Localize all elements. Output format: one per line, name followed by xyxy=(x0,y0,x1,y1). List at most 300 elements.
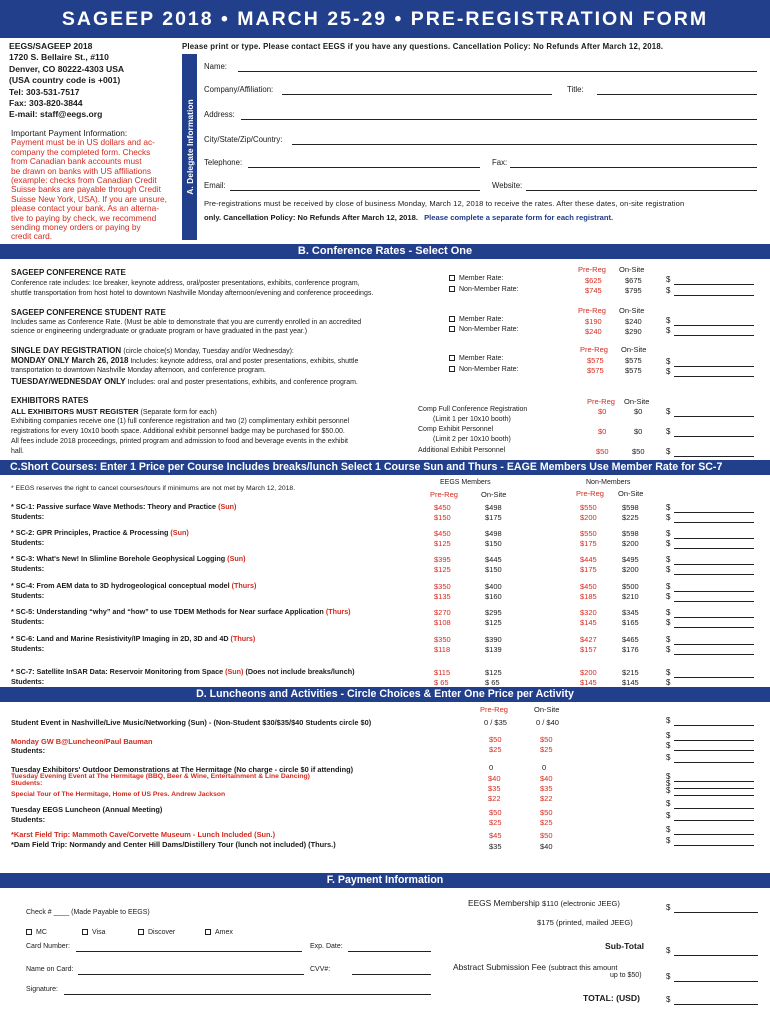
single-nonmember-prereg: $575 xyxy=(587,366,604,375)
signature-label: Signature: xyxy=(26,986,58,993)
amount-field[interactable] xyxy=(666,799,670,808)
separate-form-note: Please complete a separate form for each registrant. xyxy=(424,213,614,222)
checkbox[interactable] xyxy=(82,929,88,935)
tuesday-onsite: $22 xyxy=(540,794,553,803)
checkbox[interactable] xyxy=(449,316,455,322)
amount-field[interactable] xyxy=(666,275,670,284)
monday-luncheon-students: Students: xyxy=(11,746,46,755)
course-price: $598 xyxy=(622,529,639,538)
tuesday-luncheon-students: Students: xyxy=(11,815,46,824)
membership-amount[interactable] xyxy=(666,903,670,912)
member-rate-label: Member Rate: xyxy=(459,275,504,282)
amount-field[interactable] xyxy=(666,513,670,522)
amount-field[interactable] xyxy=(666,592,670,601)
name-on-card-label: Name on Card: xyxy=(26,966,74,973)
exhibitors-desc: registrations for every 10x10 booth space. Additional exhibit personnel badge may be purchased for $50.00. xyxy=(11,428,345,435)
dollar-sign: $ xyxy=(666,668,671,677)
course-price: $270 xyxy=(434,608,451,617)
onsite-header: On-Site xyxy=(624,397,650,406)
course-price: $200 xyxy=(622,565,639,574)
prereg-header: Pre-Reg xyxy=(576,489,604,498)
prereg-header: Pre-Reg xyxy=(587,397,615,406)
course-price: $165 xyxy=(622,618,639,627)
exhibitor-onsite: $0 xyxy=(634,427,643,436)
course-price: $350 xyxy=(434,582,451,591)
monday-luncheon: Monday GW B@Luncheon/Paul Bauman xyxy=(11,737,153,746)
company-label: Company/Affiliation: xyxy=(204,85,274,94)
conf-member-prereg: $625 xyxy=(585,276,602,285)
amount-field[interactable] xyxy=(666,367,670,376)
checkbox[interactable] xyxy=(205,929,211,935)
onsite-header: On-Site xyxy=(619,265,645,274)
title-label: Title: xyxy=(567,85,584,94)
subtotal-label: Sub-Total xyxy=(605,941,644,951)
course-price: $175 xyxy=(485,513,502,522)
dollar-sign: $ xyxy=(666,811,671,820)
monday-only-desc: Includes: keynote address, oral and poster presentations, exhibits, shuttle xyxy=(130,358,359,365)
total-amount[interactable] xyxy=(666,995,670,1004)
tuewed-only xyxy=(11,377,358,386)
section-d-header: D. Luncheons and Activities - Circle Choices & Enter One Price per Activity xyxy=(0,687,770,702)
course-price: $550 xyxy=(580,503,597,512)
exhibitor-option: Comp Exhibit Personnel xyxy=(418,426,494,433)
tuesday-luncheon: Tuesday EEGS Luncheon (Annual Meeting) xyxy=(11,805,163,814)
amount-field[interactable] xyxy=(666,786,670,795)
course-title xyxy=(11,667,354,676)
prereg-header: Pre-Reg xyxy=(578,265,606,274)
amount-field[interactable] xyxy=(666,716,670,725)
course-day: (Sun) xyxy=(170,528,189,537)
delegate-footer-line1: Pre-registrations must be received by close of business Monday, March 12, 2018 to receive the rates. After these dates, on-site registration xyxy=(204,199,685,208)
dollar-sign: $ xyxy=(666,946,671,955)
trips-onsite: $40 xyxy=(540,842,553,851)
website-label: Website: xyxy=(492,181,523,190)
dollar-sign: $ xyxy=(666,503,671,512)
dollar-sign: $ xyxy=(666,772,671,781)
course-price: $295 xyxy=(485,608,502,617)
prereg-header: Pre-Reg xyxy=(578,306,606,315)
dollar-sign: $ xyxy=(666,753,671,762)
amount-field[interactable] xyxy=(666,316,670,325)
dollar-sign: $ xyxy=(666,779,671,788)
course-price: $125 xyxy=(434,565,451,574)
student-member-onsite: $240 xyxy=(625,317,642,326)
course-price: $498 xyxy=(485,503,502,512)
course-price: $200 xyxy=(580,668,597,677)
course-name: * SC-5: Understanding “why” and “how” to use TDEM Methods for Near surface Application xyxy=(11,607,324,616)
student-rate-desc: science or engineering undergraduate or graduate program or have graduated in the past year.) xyxy=(11,328,308,335)
onsite-header: On-Site xyxy=(481,490,507,499)
address-label: Address: xyxy=(204,110,235,119)
monday-lunch-onsite: $25 xyxy=(540,745,553,754)
student-nonmember-option[interactable] xyxy=(449,326,519,333)
prereg-header: Pre-Reg xyxy=(480,705,508,714)
telephone-field[interactable] xyxy=(248,167,480,168)
course-price: $139 xyxy=(485,645,502,654)
course-price: $145 xyxy=(580,678,597,687)
student-rate-desc: Includes same as Conference Rate. (Must be able to demonstrate that you are currently enrolled in an accredited xyxy=(11,319,362,326)
course-price: $320 xyxy=(580,608,597,617)
amount-field[interactable] xyxy=(666,503,670,512)
amount-field[interactable] xyxy=(666,427,670,436)
payment-info-line: sending money orders or paying by xyxy=(11,222,141,233)
payment-info-line: from Canadian bank accounts must xyxy=(11,156,142,167)
abstract-amount[interactable] xyxy=(666,972,670,981)
course-price: $350 xyxy=(434,635,451,644)
signature-field[interactable] xyxy=(64,994,431,995)
exhibitor-onsite: $0 xyxy=(634,407,643,416)
course-title xyxy=(11,528,189,537)
course-students-label: Students: xyxy=(11,644,45,653)
course-price: $160 xyxy=(485,592,502,601)
dollar-sign: $ xyxy=(666,582,671,591)
dollar-sign: $ xyxy=(666,645,671,654)
exhibitor-onsite: $50 xyxy=(632,447,645,456)
dollar-sign: $ xyxy=(666,608,671,617)
course-name: * SC-4: From AEM data to 3D hydrogeological conceptual model xyxy=(11,581,230,590)
contact-email: E-mail: staff@eegs.org xyxy=(9,109,103,120)
payment-info-heading: Important Payment Information: xyxy=(11,128,128,138)
course-price: $157 xyxy=(580,645,597,654)
dollar-sign: $ xyxy=(666,995,671,1004)
payment-info-line: Suisse banks are payable through Credit xyxy=(11,184,161,195)
section-c-header: C.Short Courses: Enter 1 Price per Course Includes breaks/lunch Select 1 Course Sun and Thurs - EAGE Members Use Member Rate for SC-7 xyxy=(0,460,770,475)
tuesday-prereg: $40 xyxy=(488,774,501,783)
prereg-header: Pre-Reg xyxy=(580,345,608,354)
course-price: $498 xyxy=(485,529,502,538)
amount-field[interactable] xyxy=(666,529,670,538)
cancellation-policy: only. Cancellation Policy: No Refunds After March 12, 2018. xyxy=(204,213,418,222)
cvv-field[interactable] xyxy=(352,974,431,975)
conf-member-option[interactable] xyxy=(449,275,503,282)
tuesday-prereg: $35 xyxy=(488,784,501,793)
course-price: $495 xyxy=(622,555,639,564)
exhibitor-option-note: (Limit 1 per 10x10 booth) xyxy=(433,416,511,423)
card-option-discover[interactable] xyxy=(138,929,175,936)
course-day: (Thurs) xyxy=(325,607,351,616)
course-price: $427 xyxy=(580,635,597,644)
abstract-fee-note: (subtract this amount xyxy=(548,963,618,972)
amount-field[interactable] xyxy=(666,753,670,762)
amount-field[interactable] xyxy=(666,678,670,687)
course-price: $465 xyxy=(622,635,639,644)
amount-field[interactable] xyxy=(666,836,670,845)
card-number-field[interactable] xyxy=(76,951,302,952)
amount-field[interactable] xyxy=(666,635,670,644)
monday-only xyxy=(11,356,358,365)
course-students-label: Students: xyxy=(11,564,45,573)
amount-field[interactable] xyxy=(666,582,670,591)
payment-info-line: Payment must be in US dollars and ac- xyxy=(11,137,155,148)
amount-field[interactable] xyxy=(666,731,670,740)
course-students-label: Students: xyxy=(11,591,45,600)
page-title: SAGEEP 2018 • MARCH 25-29 • PRE-REGISTRATION FORM xyxy=(0,0,770,38)
course-title xyxy=(11,554,246,563)
exp-date-label: Exp. Date: xyxy=(310,943,343,950)
tuesday-evening-students: Students: xyxy=(11,780,43,787)
course-price: $150 xyxy=(485,539,502,548)
course-students-label: Students: xyxy=(11,617,45,626)
amount-field[interactable] xyxy=(666,326,670,335)
dollar-sign: $ xyxy=(666,635,671,644)
course-day: (Thurs) xyxy=(231,581,257,590)
student-rate-heading: SAGEEP CONFERENCE STUDENT RATE xyxy=(11,308,166,317)
amount-field[interactable] xyxy=(666,565,670,574)
exhibitor-option: Additional Exhibit Personnel xyxy=(418,447,506,454)
course-name: * SC-1: Passive surface Wave Methods: Theory and Practice xyxy=(11,502,217,511)
monday-lunch-onsite: $50 xyxy=(540,735,553,744)
student-event: Student Event in Nashville/Live Music/Networking (Sun) - (Non-Student $30/$35/$40 Students circle $0) xyxy=(11,718,372,727)
trips-prereg: $45 xyxy=(489,831,502,840)
dollar-sign: $ xyxy=(666,316,671,325)
course-price: $175 xyxy=(580,539,597,548)
checkbox[interactable] xyxy=(449,366,455,372)
exhibitor-option: Comp Full Conference Registration xyxy=(418,406,528,413)
amount-field[interactable] xyxy=(666,608,670,617)
student-event-prereg: 0 / $35 xyxy=(484,718,507,727)
abstract-fee-note2: up to $50) xyxy=(610,972,642,979)
course-price: $150 xyxy=(485,565,502,574)
dollar-sign: $ xyxy=(666,786,671,795)
course-day: (Sun) xyxy=(218,502,237,511)
subtotal-amount[interactable] xyxy=(666,946,670,955)
contact-block xyxy=(9,41,179,121)
tuesday-lunch-onsite: $50 xyxy=(540,808,553,817)
dollar-sign: $ xyxy=(666,513,671,522)
course-price: $176 xyxy=(622,645,639,654)
delegate-notice: Please print or type. Please contact EEGS if you have any questions. Cancellation Policy: No Refunds After March 12, 2018. xyxy=(182,42,664,51)
course-price: $225 xyxy=(622,513,639,522)
conf-member-onsite: $675 xyxy=(625,276,642,285)
tuesday-evening-event: Tuesday Evening Event at The Hermitage (BBQ, Beer & Wine, Entertainment & Line Dancing) xyxy=(11,773,310,780)
card-label: Amex xyxy=(215,929,233,936)
course-price: $500 xyxy=(622,582,639,591)
single-nonmember-onsite: $575 xyxy=(625,366,642,375)
dollar-sign: $ xyxy=(666,357,671,366)
delegate-side-bar xyxy=(182,54,197,240)
monday-lunch-prereg: $50 xyxy=(489,735,502,744)
checkbox[interactable] xyxy=(449,286,455,292)
payment-info-line: be drawn on banks with US affiliations xyxy=(11,165,152,176)
course-price: $108 xyxy=(434,618,451,627)
payment-info-line: company the completed form. Checks xyxy=(11,146,151,157)
name-on-card-field[interactable] xyxy=(78,974,304,975)
course-price: $200 xyxy=(580,513,597,522)
student-member-option[interactable] xyxy=(449,316,503,323)
course-name: * SC-2: GPR Principles, Practice & Processing xyxy=(11,528,169,537)
exhibitor-option-note: (Limit 2 per 10x10 booth) xyxy=(433,436,511,443)
email-field[interactable] xyxy=(230,190,480,191)
checkbox[interactable] xyxy=(449,275,455,281)
membership-electronic xyxy=(468,898,620,908)
card-label: Discover xyxy=(148,929,176,936)
course-price: $150 xyxy=(434,513,451,522)
membership-label: EEGS Membership xyxy=(468,898,540,908)
course-students-label: Students: xyxy=(11,677,45,686)
exhibitors-separate-note: (Separate form for each) xyxy=(140,409,217,416)
dollar-sign: $ xyxy=(666,825,671,834)
card-option-visa[interactable] xyxy=(82,929,106,936)
amount-field[interactable] xyxy=(666,668,670,677)
course-title xyxy=(11,502,236,511)
website-field[interactable] xyxy=(526,190,757,191)
tuesday-lunch-onsite: $25 xyxy=(540,818,553,827)
cvv-label: CVV#: xyxy=(310,966,331,973)
payment-info-line: please contact your bank. As an alterna- xyxy=(11,203,160,214)
contact-line: (USA country code is +001) xyxy=(9,75,121,86)
exhibitors-desc: All fees include 2018 proceedings, printed program and admission to food and beverage events in the exhibit xyxy=(11,438,348,445)
non-members-header: Non-Members xyxy=(586,479,631,486)
email-label: Email: xyxy=(204,181,226,190)
course-price: $390 xyxy=(485,635,502,644)
amount-field[interactable] xyxy=(666,539,670,548)
name-field[interactable] xyxy=(238,71,757,72)
course-price: $ 65 xyxy=(485,678,500,687)
course-price: $345 xyxy=(622,608,639,617)
course-price: $450 xyxy=(434,503,451,512)
fax-label: Fax: xyxy=(492,158,508,167)
trips-onsite: $50 xyxy=(540,831,553,840)
course-price: $598 xyxy=(622,503,639,512)
exhibitor-prereg: $0 xyxy=(598,427,607,436)
contact-line: Tel: 303-531-7517 xyxy=(9,86,80,97)
card-option-amex[interactable] xyxy=(205,929,233,936)
city-label: City/State/Zip/Country: xyxy=(204,135,283,144)
tuewed-only-title: TUESDAY/WEDNESDAY ONLY xyxy=(11,377,126,386)
onsite-header: On-Site xyxy=(534,705,560,714)
payment-info-line: credit card. xyxy=(11,231,53,242)
tuesday-lunch-prereg: $50 xyxy=(489,808,502,817)
student-event-onsite: 0 / $40 xyxy=(536,718,559,727)
dollar-sign: $ xyxy=(666,565,671,574)
dollar-sign: $ xyxy=(666,275,671,284)
title-field[interactable] xyxy=(597,94,757,95)
single-day-note: (circle choice(s) Monday, Tuesday and/or Wednesday): xyxy=(123,348,294,355)
amount-field[interactable] xyxy=(666,286,670,295)
checkbox[interactable] xyxy=(449,326,455,332)
course-name: * SC-6: Land and Marine Resistivity/IP Imaging in 2D, 3D and 4D xyxy=(11,634,229,643)
trips-prereg: $35 xyxy=(489,842,502,851)
card-label: MC xyxy=(36,929,47,936)
delegate-side-label: A. Delegate Information xyxy=(184,99,195,195)
course-price: $400 xyxy=(485,582,502,591)
amount-field[interactable] xyxy=(666,447,670,456)
tuesday-onsite: 0 xyxy=(542,763,547,772)
city-field[interactable] xyxy=(292,144,757,145)
course-price: $450 xyxy=(580,582,597,591)
course-students-label: Students: xyxy=(11,538,45,547)
course-students-label: Students: xyxy=(11,512,45,521)
conf-rate-desc: Conference rate includes: Ice breaker, keynote address, oral/poster presentations, exhibits, conference program, xyxy=(11,280,360,287)
checkbox[interactable] xyxy=(26,929,32,935)
course-price: $175 xyxy=(580,565,597,574)
onsite-header: On-Site xyxy=(621,345,647,354)
special-tour: Special Tour of The Hermitage, Home of US Pres. Andrew Jackson xyxy=(11,791,226,798)
amount-field[interactable] xyxy=(666,811,670,820)
dollar-sign: $ xyxy=(666,716,671,725)
card-option-mc[interactable] xyxy=(26,929,47,936)
dollar-sign: $ xyxy=(666,731,671,740)
telephone-label: Telephone: xyxy=(204,158,243,167)
exhibitor-prereg: $50 xyxy=(596,447,609,456)
address-field[interactable] xyxy=(241,119,757,120)
course-price: $125 xyxy=(485,668,502,677)
nonmember-rate-label: Non-Member Rate: xyxy=(459,366,519,373)
abstract-fee xyxy=(453,962,617,972)
single-day-title: SINGLE DAY REGISTRATION xyxy=(11,346,122,355)
amount-field[interactable] xyxy=(666,741,670,750)
checkbox[interactable] xyxy=(449,355,455,361)
tuesday-onsite: $35 xyxy=(540,784,553,793)
single-nonmember-option[interactable] xyxy=(449,366,519,373)
checkbox[interactable] xyxy=(138,929,144,935)
amount-field[interactable] xyxy=(666,555,670,564)
amount-field[interactable] xyxy=(666,407,670,416)
company-field[interactable] xyxy=(282,94,552,95)
amount-field[interactable] xyxy=(666,645,670,654)
exhibitors-must xyxy=(11,407,217,416)
card-number-label: Card Number: xyxy=(26,943,70,950)
tuesday-prereg: 0 xyxy=(489,763,494,772)
dollar-sign: $ xyxy=(666,539,671,548)
name-label: Name: xyxy=(204,62,227,71)
delegate-footer-line2 xyxy=(204,213,613,222)
course-price: $115 xyxy=(434,668,451,677)
dollar-sign: $ xyxy=(666,836,671,845)
exhibitors-heading: EXHIBITORS RATES xyxy=(11,396,89,405)
single-member-option[interactable] xyxy=(449,355,503,362)
check-number[interactable]: Check # ____ (Made Payable to EEGS) xyxy=(26,909,150,916)
monday-only-title: MONDAY ONLY March 26, 2018 xyxy=(11,356,129,365)
tuewed-only-desc: Includes: oral and poster presentations, exhibits, and conference program. xyxy=(127,379,358,386)
dollar-sign: $ xyxy=(666,741,671,750)
single-member-onsite: $575 xyxy=(625,356,642,365)
exhibitors-desc: hall. xyxy=(11,448,24,455)
course-title xyxy=(11,634,255,643)
exhibitors-desc: Exhibiting companies receive one (1) full conference registration and two (2) complimentary exhibit personnel xyxy=(11,418,350,425)
onsite-header: On-Site xyxy=(619,306,645,315)
exhibitors-must-title: ALL EXHIBITORS MUST REGISTER xyxy=(11,407,139,416)
amount-field[interactable] xyxy=(666,618,670,627)
course-price: $135 xyxy=(434,592,451,601)
onsite-header: On-Site xyxy=(618,489,644,498)
course-price: $550 xyxy=(580,529,597,538)
exp-date-field[interactable] xyxy=(348,951,431,952)
karst-field-trip: *Karst Field Trip: Mammoth Cave/Corvette Museum - Lunch Included (Sun.) xyxy=(11,830,276,839)
payment-info-line: tive to paying by check, we recommend xyxy=(11,212,157,223)
course-price: $145 xyxy=(580,618,597,627)
course-name: * SC-3: What's New! In Slimline Borehole Geophysical Logging xyxy=(11,554,226,563)
course-price: $145 xyxy=(622,678,639,687)
dollar-sign: $ xyxy=(666,618,671,627)
tuesday-prereg: $22 xyxy=(488,794,501,803)
single-day-heading xyxy=(11,346,294,355)
payment-info-line: (example: checks from Canadian Credit xyxy=(11,175,157,186)
conf-nonmember-option[interactable] xyxy=(449,286,519,293)
member-rate-label: Member Rate: xyxy=(459,355,504,362)
contact-line: EEGS/SAGEEP 2018 xyxy=(9,41,93,51)
amount-field[interactable] xyxy=(666,357,670,366)
course-day: (Thurs) xyxy=(230,634,256,643)
dollar-sign: $ xyxy=(666,407,671,416)
tuesday-demo: Tuesday Exhibitors' Outdoor Demonstrations at The Hermitage (No charge - circle $0 if attending) xyxy=(11,765,354,774)
abstract-fee-label: Abstract Submission Fee xyxy=(453,962,547,972)
eegs-members-header: EEGS Members xyxy=(440,479,491,486)
amount-field[interactable] xyxy=(666,825,670,834)
course-price: $200 xyxy=(622,539,639,548)
fax-field[interactable] xyxy=(510,167,757,168)
single-member-prereg: $575 xyxy=(587,356,604,365)
